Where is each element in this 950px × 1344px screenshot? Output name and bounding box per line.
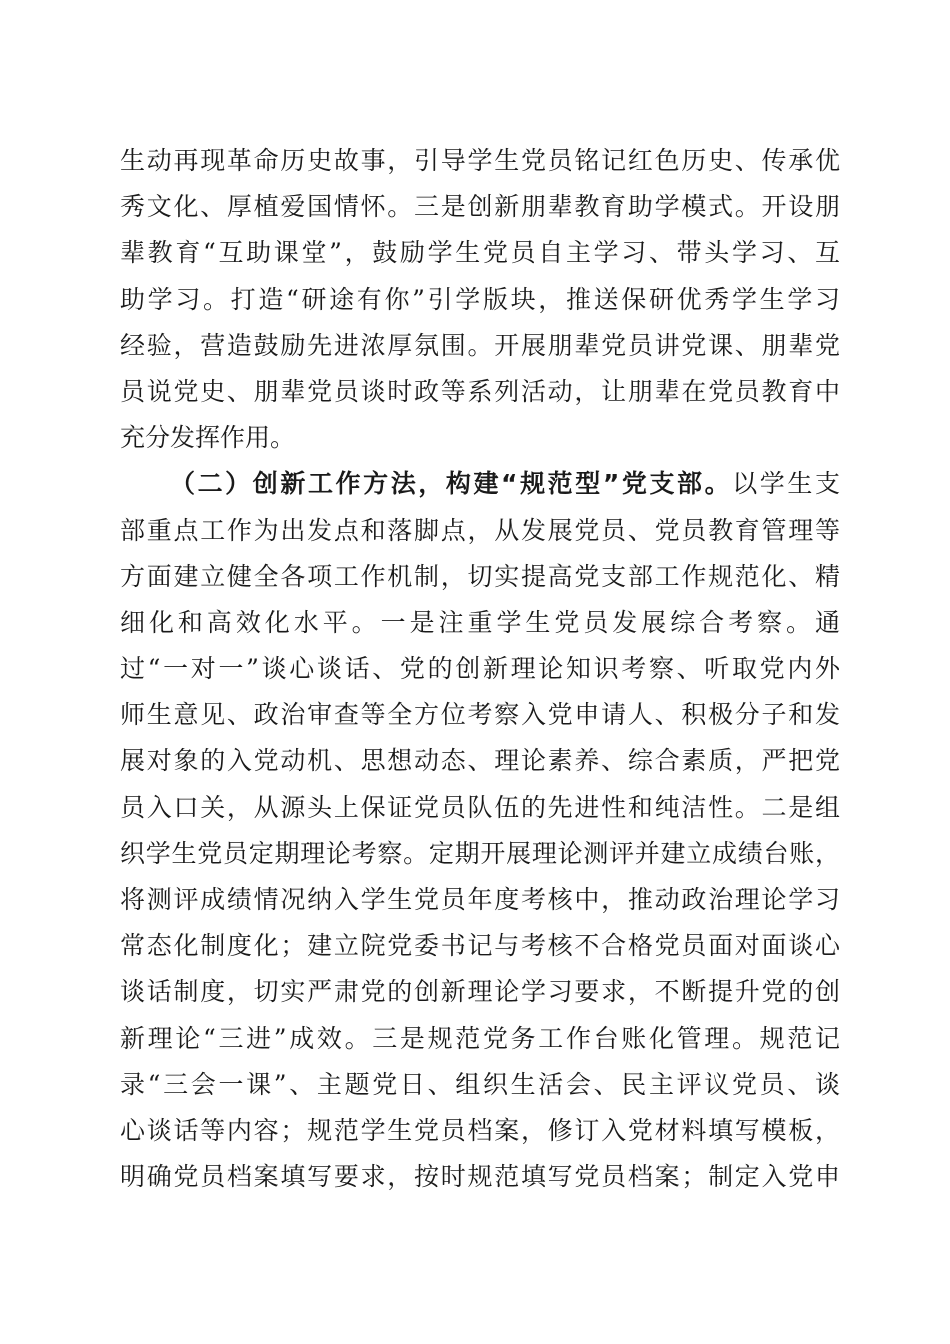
paragraph-line: 方面建立健全各项工作机制，切实提高党支部工作规范化、精 (120, 561, 840, 591)
paragraph-line: 过“一对一”谈心谈话、党的创新理论知识考察、听取党内外 (120, 654, 840, 684)
paragraph-line: 录“三会一课”、主题党日、组织生活会、民主评议党员、谈 (120, 1069, 840, 1099)
paragraph-line: 细化和高效化水平。一是注重学生党员发展综合考察。通 (120, 607, 840, 637)
paragraph-line-last: 充分发挥作用。 (120, 423, 296, 453)
paragraph-line: 师生意见、政治审查等全方位考察入党申请人、积极分子和发 (120, 700, 840, 730)
section-heading: （二）创新工作方法，构建“规范型”党支部。 (170, 469, 733, 499)
paragraph-line: 新理论“三进”成效。三是规范党务工作台账化管理。规范记 (120, 1023, 840, 1053)
paragraph-line: 员说党史、朋辈党员谈时政等系列活动，让朋辈在党员教育中 (120, 376, 840, 406)
paragraph-line: 秀文化、厚植爱国情怀。三是创新朋辈教育助学模式。开设朋 (120, 192, 840, 222)
paragraph-line: 辈教育“互助课堂”，鼓励学生党员自主学习、带头学习、互 (120, 238, 840, 268)
paragraph-line: 明确党员档案填写要求，按时规范填写党员档案；制定入党申 (120, 1162, 840, 1192)
paragraph-line: 织学生党员定期理论考察。定期开展理论测评并建立成绩台账， (120, 838, 840, 868)
paragraph-line: 助学习。打造“研途有你”引学版块，推送保研优秀学生学习 (120, 284, 840, 314)
paragraph-line: 心谈话等内容；规范学生党员档案，修订入党材料填写模板， (120, 1115, 840, 1145)
document-body (120, 138, 840, 1200)
section-heading-rest: 以学生支 (732, 469, 840, 499)
paragraph-line: 部重点工作为出发点和落脚点，从发展党员、党员教育管理等 (120, 515, 840, 545)
paragraph-line: 经验，营造鼓励先进浓厚氛围。开展朋辈党员讲党课、朋辈党 (120, 330, 840, 360)
paragraph-line: 展对象的入党动机、思想动态、理论素养、综合素质，严把党 (120, 746, 840, 776)
section-heading-line (120, 461, 840, 507)
paragraph-line: 谈话制度，切实严肃党的创新理论学习要求，不断提升党的创 (120, 977, 840, 1007)
paragraph-line: 将测评成绩情况纳入学生党员年度考核中，推动政治理论学习 (120, 885, 840, 914)
paragraph-line: 生动再现革命历史故事，引导学生党员铭记红色历史、传承优 (120, 146, 840, 175)
paragraph-line: 员入口关，从源头上保证党员队伍的先进性和纯洁性。二是组 (120, 792, 840, 822)
paragraph-line: 常态化制度化；建立院党委书记与考核不合格党员面对面谈心 (120, 931, 840, 961)
